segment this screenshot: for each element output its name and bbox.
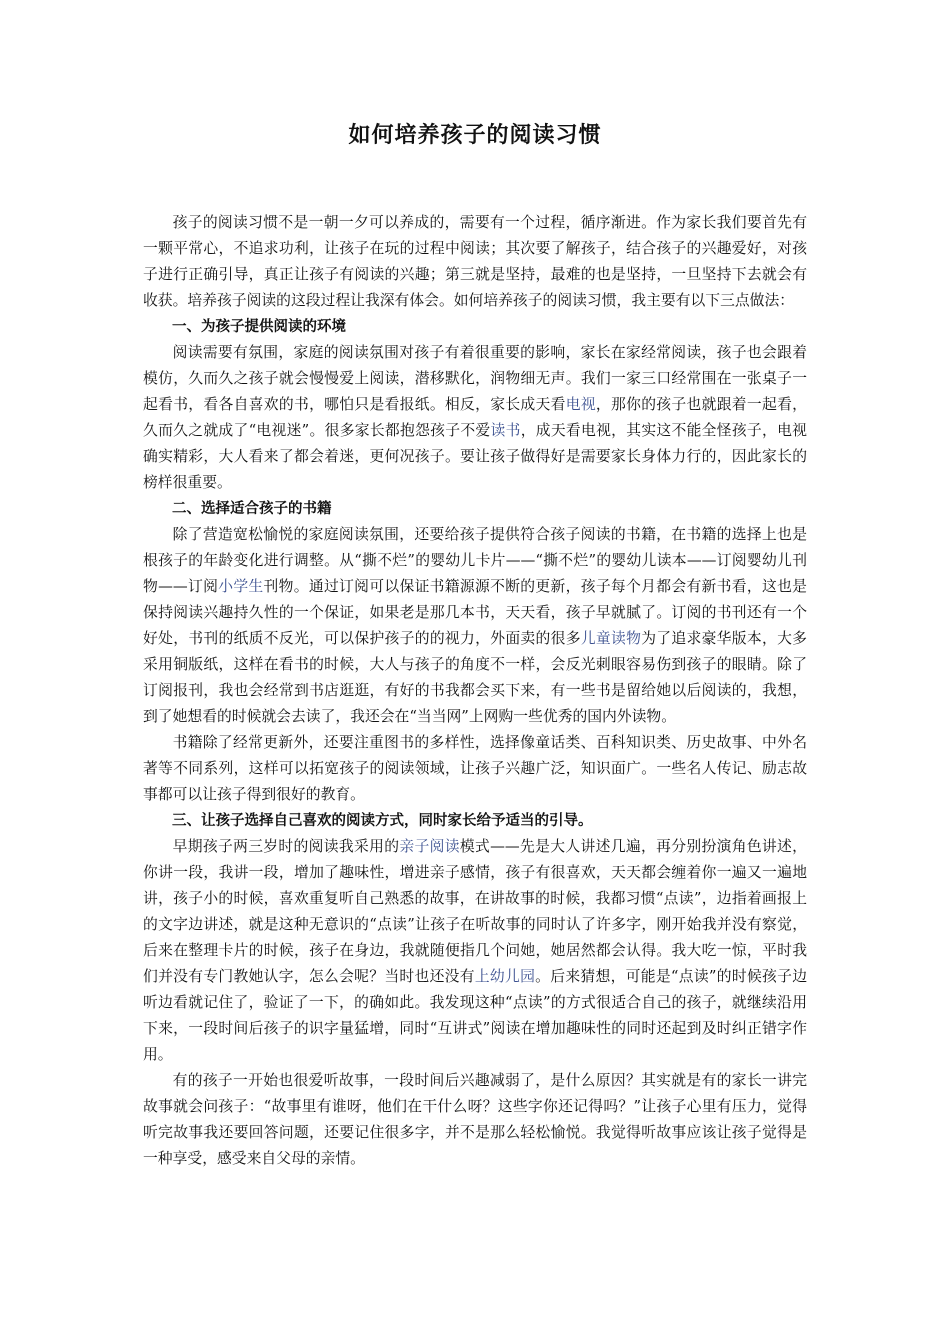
section1-text-b: ，那你的孩子也就跟着一起看，久而久之就成了“电视迷”。很多家长都抱怨孩子不爱 <box>143 396 807 439</box>
section1-text-c: ，成天看电视，其实这不能全怪孩子，电视确实精彩，大人看来了都会着迷，更何况孩子。要让孩子做得好是需要家长身体力行的，因此家长的榜样很重要。 <box>143 422 807 491</box>
section3-text-b: 模式——先是大人讲述几遍，再分别扮演角色讲述，你讲一段，我讲一段，增加了趣味性，增进亲子感情，孩子有很喜欢，天天都会缠着你一遍又一遍地讲，孩子小的时候，喜欢重复听自己熟悉的故事，在讲故事的时候，我都习惯“点读”，边指着画报上的文字边讲述，就是这种无意识的“点读”让孩子在听故事的同时认了许多字，刚开始我并没有察觉，后来在整理卡片的时候，孩子在身边，我就随便指几个问她，她居然都会认得。我大吃一惊，平时我们并没有专门教她认字，怎么会呢？当时也还没有 <box>143 838 807 985</box>
document-body <box>143 210 807 1172</box>
section2-paragraph-1 <box>143 522 807 730</box>
kindergarten-link[interactable]: 上幼儿园 <box>474 968 536 985</box>
section1-heading: 一、为孩子提供阅读的环境 <box>172 319 346 335</box>
reading-link[interactable]: 读书 <box>490 422 521 439</box>
section2-heading: 二、选择适合孩子的书籍 <box>172 501 332 517</box>
section1-text-a: 阅读需要有氛围，家庭的阅读氛围对孩子有着很重要的影响，家长在家经常阅读，孩子也会跟着模仿，久而久之孩子就会慢慢爱上阅读，潜移默化，润物细无声。我们一家三口经常围在一张桌子一起看书，看各自喜欢的书，哪怕只是看报纸。相反，家长成天看 <box>143 344 807 413</box>
parent-child-reading-link[interactable]: 亲子阅读 <box>399 838 460 855</box>
section1-paragraph <box>143 340 807 496</box>
intro-paragraph: 孩子的阅读习惯不是一朝一夕可以养成的，需要有一个过程，循序渐进。作为家长我们要首先有一颗平常心，不追求功利，让孩子在玩的过程中阅读；其次要了解孩子，结合孩子的兴趣爱好，对孩子进行正确引导，真正让孩子有阅读的兴趣；第三就是坚持，最难的也是坚持，一旦坚持下去就会有收获。培养孩子阅读的这段过程让我深有体会。如何培养孩子的阅读习惯，我主要有以下三点做法： <box>143 214 807 309</box>
pupil-link[interactable]: 小学生 <box>218 578 264 595</box>
section3-paragraph-1 <box>143 834 807 1068</box>
section2-text-a: 除了营造宽松愉悦的家庭阅读氛围，还要给孩子提供符合孩子阅读的书籍，在书籍的选择上也是根孩子的年龄变化进行调整。从“撕不烂”的婴幼儿卡片——“撕不烂”的婴幼儿读本——订阅婴幼儿刊物——订阅 <box>143 526 807 595</box>
section3-text-c: 。后来猜想，可能是“点读”的时候孩子边听边看就记住了，验证了一下，的确如此。我发现这种“点读”的方式很适合自己的孩子，就继续沿用下来，一段时间后孩子的识字量猛增，同时“互讲式”阅读在增加趣味性的同时还起到及时纠正错字作用。 <box>143 968 807 1063</box>
document-title: 如何培养孩子的阅读习惯 <box>348 122 602 148</box>
section2-paragraph-2: 书籍除了经常更新外，还要注重图书的多样性，选择像童话类、百科知识类、历史故事、中外名著等不同系列，这样可以拓宽孩子的阅读领域，让孩子兴趣广泛，知识面广。一些名人传记、励志故事都可以让孩子得到很好的教育。 <box>143 734 807 803</box>
section3-text-a: 早期孩子两三岁时的阅读我采用的 <box>172 838 400 855</box>
kids-books-link[interactable]: 儿童读物 <box>580 630 642 647</box>
section2-text-c: 为了追求豪华版本，大多采用铜版纸，这样在看书的时候，大人与孩子的角度不一样，会反光刺眼容易伤到孩子的眼睛。除了订阅报刊，我也会经常到书店逛逛，有好的书我都会买下来，有一些书是留给她以后阅读的，我想，到了她想看的时候就会去读了，我还会在“当当网”上网购一些优秀的国内外读物。 <box>143 630 807 725</box>
tv-link[interactable]: 电视 <box>565 396 596 413</box>
section3-paragraph-2: 有的孩子一开始也很爱听故事，一段时间后兴趣减弱了，是什么原因？其实就是有的家长一讲完故事就会问孩子：“故事里有谁呀，他们在干什么呀？这些字你还记得吗？”让孩子心里有压力，觉得听完故事我还要回答问题，还要记住很多字，并不是那么轻松愉悦。我觉得听故事应该让孩子觉得是一种享受，感受来自父母的亲情。 <box>143 1072 807 1167</box>
section2-text-b: 刊物。通过订阅可以保证书籍源源不断的更新，孩子每个月都会有新书看，这也是保持阅读兴趣持久性的一个保证，如果老是那几本书，天天看，孩子早就腻了。订阅的书刊还有一个好处，书刊的纸质不反光，可以保护孩子的的视力，外面卖的很多 <box>143 578 807 647</box>
section3-heading: 三、让孩子选择自己喜欢的阅读方式，同时家长给予适当的引导。 <box>172 813 593 829</box>
